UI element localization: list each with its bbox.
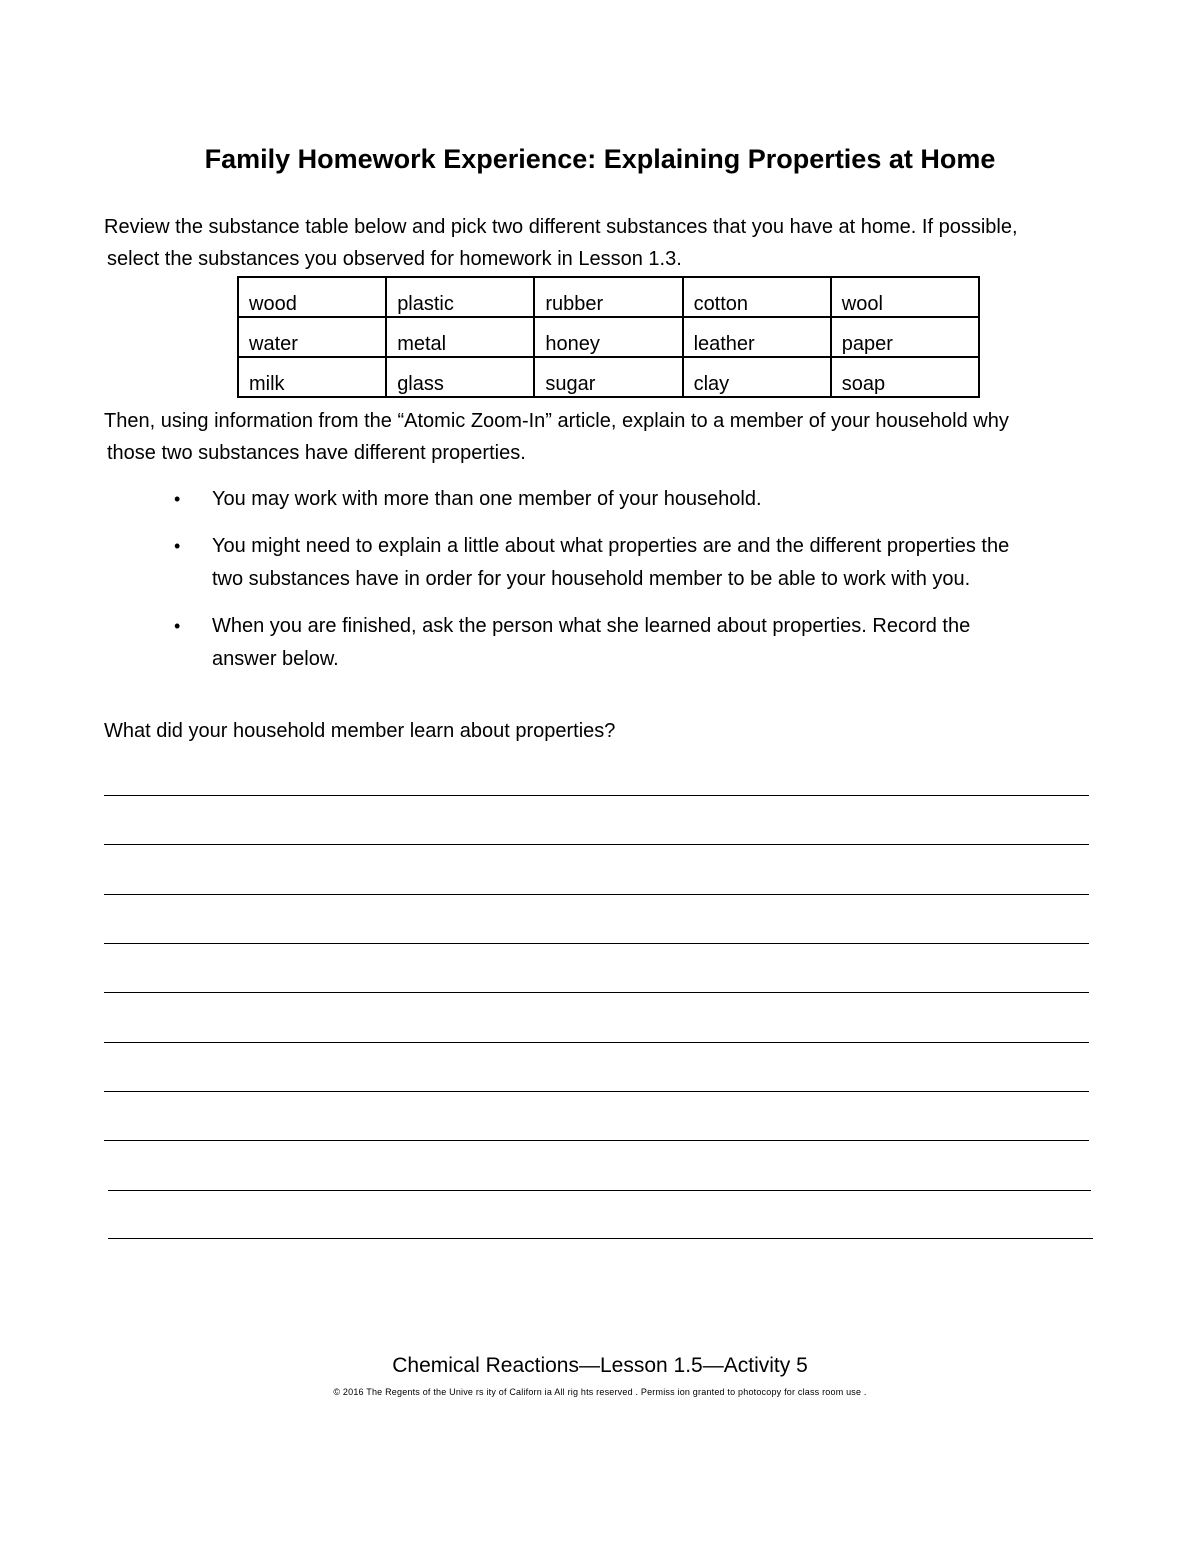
- bullet-text-line: You might need to explain a little about what properties are and the different properties the: [212, 535, 1010, 557]
- bullet-item: [174, 610, 1099, 676]
- bullet-text-line: answer below.: [212, 648, 339, 670]
- answer-line[interactable]: [104, 1140, 1089, 1141]
- instruction-paragraph: [104, 405, 1104, 469]
- answer-line[interactable]: [108, 1238, 1093, 1239]
- substance-row: [238, 277, 979, 317]
- substance-row: [238, 317, 979, 357]
- substance-cell: glass: [386, 357, 534, 397]
- substance-cell: milk: [238, 357, 386, 397]
- substance-table: [237, 276, 980, 398]
- answer-line[interactable]: [104, 894, 1089, 895]
- answer-line[interactable]: [104, 943, 1089, 944]
- substance-cell: paper: [831, 317, 979, 357]
- answer-line[interactable]: [104, 844, 1089, 845]
- substance-cell: clay: [683, 357, 831, 397]
- intro-line-2: select the substances you observed for homework in Lesson 1.3.: [107, 248, 682, 270]
- substance-cell: rubber: [534, 277, 682, 317]
- bullet-item: [174, 530, 1099, 596]
- substance-cell: sugar: [534, 357, 682, 397]
- bullet-marker: •: [174, 489, 181, 509]
- substance-cell: water: [238, 317, 386, 357]
- substance-cell: metal: [386, 317, 534, 357]
- bullet-text-line: When you are finished, ask the person what she learned about properties. Record the: [212, 615, 971, 637]
- instruction-line-2: those two substances have different properties.: [107, 442, 526, 464]
- substance-row: [238, 357, 979, 397]
- substance-cell: plastic: [386, 277, 534, 317]
- footer-title: Chemical Reactions—Lesson 1.5—Activity 5: [392, 1354, 808, 1377]
- substance-cell: wool: [831, 277, 979, 317]
- substance-cell: wood: [238, 277, 386, 317]
- bullet-item: [174, 483, 1099, 516]
- copyright-notice: © 2016 The Regents of the Unive rs ity of Californ ia All rig hts reserved . Permiss ion granted to photocopy for class room use .: [333, 1387, 867, 1397]
- bullet-marker: •: [174, 536, 181, 556]
- bullet-marker: •: [174, 616, 181, 636]
- answer-line[interactable]: [104, 1042, 1089, 1043]
- substance-cell: honey: [534, 317, 682, 357]
- page-title: Family Homework Experience: Explaining Properties at Home: [204, 144, 996, 174]
- bullet-text-line: two substances have in order for your household member to be able to work with you.: [212, 568, 971, 590]
- substance-cell: cotton: [683, 277, 831, 317]
- substance-cell: leather: [683, 317, 831, 357]
- answer-line[interactable]: [104, 1091, 1089, 1092]
- intro-paragraph: [104, 211, 1104, 275]
- intro-line-1: Review the substance table below and pick two different substances that you have at home. If possible,: [104, 216, 1018, 238]
- answer-line[interactable]: [108, 1190, 1091, 1191]
- answer-line[interactable]: [104, 992, 1089, 993]
- question-text: What did your household member learn about properties?: [104, 720, 616, 742]
- bullet-text-line: You may work with more than one member of your household.: [212, 488, 762, 510]
- substance-cell: soap: [831, 357, 979, 397]
- answer-line[interactable]: [104, 795, 1089, 796]
- instruction-line-1: Then, using information from the “Atomic Zoom-In” article, explain to a member of your household why: [104, 410, 1009, 432]
- bullet-list: [174, 483, 1099, 690]
